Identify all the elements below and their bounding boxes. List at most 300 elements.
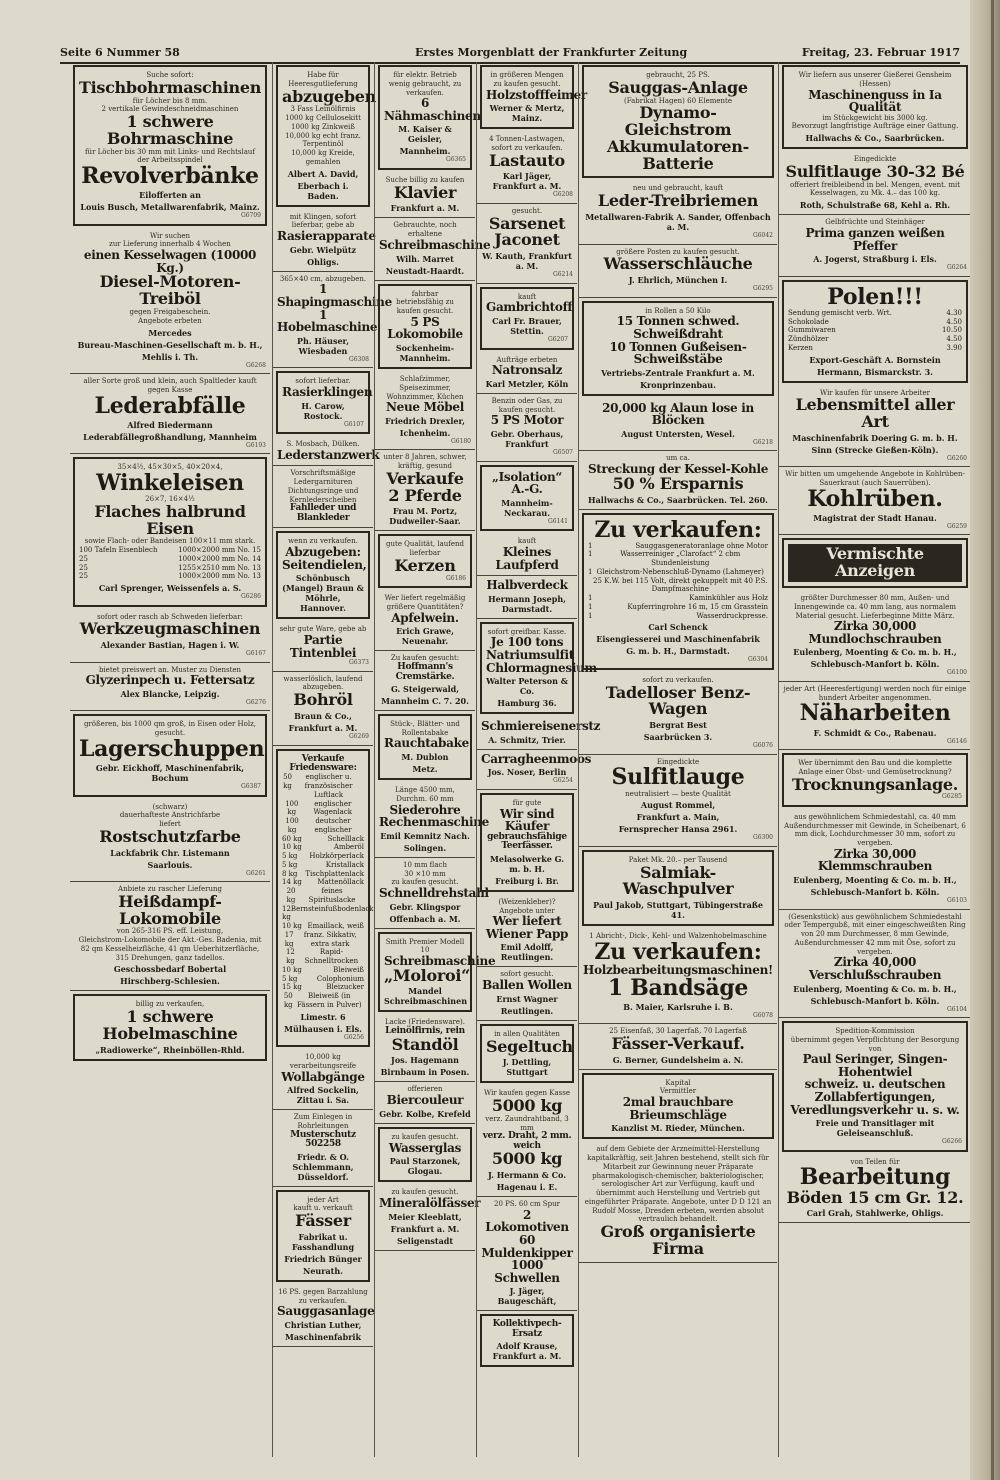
- advertisement: [579, 181, 777, 244]
- row-value: deutscher englischer: [314, 817, 352, 834]
- ad-text: fahrbar: [411, 289, 439, 298]
- advertisement: [779, 810, 971, 910]
- advertiser-name: Eulenberg, Moenting & Co. m. b. H.,: [793, 875, 957, 886]
- advertisement: [276, 1190, 370, 1282]
- row-label: Schokolade: [788, 317, 829, 326]
- advertisement: [273, 672, 373, 746]
- advertiser-name: Sinn (Strecke Gießen-Köln).: [811, 444, 939, 455]
- advertisement: [480, 65, 587, 129]
- advertiser-name: Schlebusch-Manfort b. Köln.: [810, 887, 940, 898]
- row-label: 10 kg: [282, 843, 302, 852]
- ad-text: 10,000 kg Kreide, gemahlen: [291, 149, 355, 166]
- advertisement: [276, 371, 373, 434]
- ad-row: [282, 931, 364, 949]
- ad-headline: Natriumsulfit: [486, 648, 574, 663]
- ad-headline: Verkaufe Friedensware:: [289, 753, 357, 773]
- ad-row: [788, 309, 962, 318]
- ad-headline: 15 Tonnen schwed. Schweißdraht: [616, 314, 740, 341]
- advertiser-name: F. Schmidt & Co., Rabenau.: [813, 727, 937, 738]
- ad-text: Vorschriftsmäßige Ledergarnituren Dichtungsringe und Kernlederscheiben: [287, 469, 359, 504]
- ad-headline: 6 Nähmaschinen: [384, 96, 481, 123]
- row-label: 5 kg: [282, 852, 298, 861]
- advertisement: [782, 753, 968, 807]
- row-label: 5 kg: [282, 860, 298, 869]
- ad-text: 1000 kg Cellulosekitt: [285, 114, 361, 123]
- advertisement: [70, 374, 270, 454]
- advertiser-name: A. Jogerst, Straßburg i. Els.: [813, 254, 937, 265]
- advertiser-name: Paul Starzonek, Glogau.: [389, 1156, 461, 1177]
- ad-headline: 1 Shapingmaschine: [277, 282, 392, 309]
- ad-code: G6078: [752, 1011, 773, 1019]
- ad-text: 3 Fass Leinölfirnis: [290, 105, 356, 114]
- ad-text: Eingedickte: [656, 757, 700, 766]
- advertisement: [477, 204, 577, 284]
- masthead: Erstes Morgenblatt der Frankfurter Zeitung: [415, 46, 688, 59]
- advertisement: [779, 1155, 971, 1224]
- ad-text: (schwarz): [152, 802, 188, 811]
- ad-text: um ca.: [666, 454, 690, 463]
- advertiser-name: Carl Grah, Stahlwerke, Ohligs.: [806, 1208, 944, 1219]
- ad-headline: Tischbohrmaschinen: [79, 77, 262, 97]
- ad-headline: 2 Lokomotiven: [485, 1207, 569, 1235]
- ad-text: für elektr. Betrieb: [393, 71, 457, 79]
- ad-text: zu kaufen gesucht.: [391, 1132, 459, 1141]
- ad-code: G6042: [752, 232, 773, 240]
- ad-text: gesucht.: [511, 206, 543, 215]
- ad-headline: 10 Tonnen Gußeisen-Schweißstäbe: [609, 339, 747, 367]
- ad-headline: 20,000 kg Alaun lose in Blöcken: [602, 400, 754, 428]
- advertiser-name: Braun & Co.,: [294, 711, 352, 721]
- advertiser-name: Solingen.: [403, 842, 447, 853]
- advertiser-name: Eberbach i. Baden.: [297, 180, 349, 201]
- ad-row: [282, 992, 364, 1010]
- advertiser-name: Birnbaum in Posen.: [380, 1067, 470, 1078]
- ad-text: 26×7, 16×4½: [145, 494, 195, 503]
- ad-row: [282, 904, 374, 923]
- advertiser-name: Lackfabrik Chr. Listemann: [110, 847, 230, 858]
- ad-code: G6107: [343, 420, 364, 428]
- row-label: 5 kg: [282, 974, 298, 983]
- advertisement: [477, 576, 577, 619]
- advertisement: [582, 513, 774, 670]
- ad-headline: 5000 kg: [491, 1096, 563, 1116]
- advertisement: [70, 882, 270, 991]
- ad-text: unter 8 Jahren, schwer, kräftig, gesund: [383, 453, 467, 471]
- ad-text: (Fabrikat Hagen) 60 Elemente: [623, 96, 733, 105]
- row-value: 1000×2000 mm No. 15: [178, 546, 261, 555]
- ad-code: G6285: [941, 793, 962, 801]
- ad-text: Suche sofort:: [146, 71, 194, 79]
- ad-headline: Lederabfälle: [94, 392, 246, 419]
- ad-headline: Wasserglas: [388, 1140, 462, 1155]
- ad-headline: Holzstofffeimer: [486, 87, 587, 102]
- advertiser-name: Friedrich Drexler,: [385, 415, 465, 426]
- row-value: Bleizucker: [326, 983, 364, 992]
- ad-text: für gute: [512, 798, 542, 807]
- ad-code: G6218: [752, 438, 773, 446]
- ad-headline: Lederstanzwerk: [277, 447, 380, 462]
- advertiser-name: Gebr. Eickhoff, Maschinenfabrik, Bochum: [95, 763, 245, 784]
- ad-headline: Dynamo-Gleichstrom: [624, 103, 732, 140]
- advertiser-name: H. Carow, Rostock.: [301, 400, 345, 421]
- advertiser-name: Frankfurt a. Main,: [636, 812, 720, 823]
- ad-text: mit Klingen, sofort lieferbar, gebe ab: [289, 212, 357, 230]
- row-value: Colophonium: [316, 974, 364, 983]
- ad-text: sofort zu verkaufen.: [642, 675, 714, 684]
- ad-text: Habe für Heeresgutlieferung: [288, 71, 358, 88]
- ad-text: kapitalkräftig, seit Jahren bestehend, stellt sich für Mitarbeit zur Gewinnung neuer Präparate pharmakologisch-chemischer, bakteriologischer, serologischer Art zur Verfügung, kauft und übernimmt auch Herstellung und Vertrieb gut eingeführter Präparate. Angebote, unter D D 121 an Rudolf Mosse, Dresden erbeten, werden absolut vertraulich behandelt.: [584, 1154, 772, 1224]
- advertiser-name: Frankfurt a. M.: [288, 723, 358, 733]
- advertiser-name: Hermann Joseph, Darmstadt.: [488, 593, 566, 614]
- ad-text: 16 PS. gegen Barzahlung zu verkaufen.: [278, 1287, 368, 1305]
- advertisement: [273, 1285, 373, 1347]
- page-header: [60, 44, 960, 64]
- ad-code: G6261: [245, 869, 266, 877]
- advertisement: [73, 457, 267, 606]
- advertisement: [477, 132, 577, 204]
- ad-code: G6365: [445, 156, 466, 164]
- advertiser-name: Mannheim-Neckarau.: [501, 497, 553, 518]
- advertiser-name: W. Kauth, Frankfurt a. M.: [482, 251, 572, 272]
- ad-row: [588, 594, 768, 603]
- ad-row: [282, 843, 364, 852]
- ad-text: zur Lieferung innerhalb 4 Wochen: [109, 240, 231, 249]
- ad-headline: Wollabgänge: [281, 1069, 365, 1084]
- ad-text: übernimmt gegen Verpflichtung der Besorgung von: [790, 1035, 960, 1053]
- advertisement: [276, 749, 374, 1048]
- ad-headline: „Isolation“ A.-G.: [491, 469, 563, 497]
- ad-row: [588, 568, 768, 594]
- advertiser-name: Alexander Bastian, Hagen i. W.: [100, 640, 240, 651]
- ad-text: billig zu verkaufen,: [135, 1000, 205, 1009]
- ad-headline: Bohröl: [293, 690, 353, 710]
- advertiser-name: Frankfurt a. M.: [390, 1223, 460, 1234]
- ad-headline: 1000 Schwellen: [494, 1258, 560, 1285]
- ad-headline: Neue Möbel: [385, 400, 464, 415]
- ad-text: für Löcher bis 30 mm mit Links- und Rechtslauf der Arbeitsspindel: [84, 147, 256, 165]
- ad-text: betriebsfähig zu kaufen gesucht.: [396, 298, 454, 316]
- row-label: Kerzen: [788, 343, 813, 352]
- ad-headline: Sauggas-Anlage: [608, 77, 748, 97]
- advertiser-name: Alfred Sockelin, Zittau i. Sa.: [287, 1085, 359, 1106]
- ad-headline: 5 PS Lokomobile: [387, 314, 463, 342]
- ad-headline: Maschinenguss in Ia Qualität: [808, 87, 942, 115]
- advertiser-name: Emil Kemnitz Nach.: [380, 830, 470, 841]
- ad-headline: Heißdampf-Lokomobile: [118, 891, 222, 928]
- advertisement: [480, 622, 597, 715]
- row-value: Wasserdruckpresse.: [696, 611, 768, 620]
- ad-text: aller Sorte groß und klein, auch Spaltleder kauft gegen Kasse: [83, 377, 257, 394]
- ad-headline: 5 PS Motor: [490, 413, 564, 428]
- advertisement: [582, 301, 774, 396]
- advertiser-name: Reutlingen.: [500, 1005, 554, 1016]
- ad-headline: Sauggasanlage: [277, 1304, 375, 1319]
- ad-text: von Teilen für: [850, 1157, 900, 1166]
- advertiser-name: Eulenberg, Moenting & Co. m. b. H.,: [793, 983, 957, 994]
- ad-headline: einen Kesselwagen (10000 Kg.): [83, 248, 257, 275]
- advertiser-name: Hagenau i. E.: [496, 1182, 558, 1193]
- ad-text: 20 PS. 60 cm Spur: [494, 1200, 560, 1209]
- ad-code: G6259: [946, 522, 967, 530]
- ad-text: liefert: [159, 820, 181, 829]
- advertiser-name: Friedrich Bünger: [284, 1253, 362, 1264]
- advertiser-name: J. Jäger, Baugeschäft,: [497, 1286, 557, 1307]
- advertiser-name: Limestr. 6: [300, 1011, 346, 1022]
- row-label: 100 kg: [285, 799, 299, 817]
- row-value: Tischplattenlack: [305, 869, 364, 878]
- ad-headline: Revolverbänke: [81, 163, 259, 190]
- advertiser-name: Kanzlist M. Rieder, München.: [611, 1123, 745, 1134]
- ad-headline: Werkzeugmaschinen: [79, 619, 261, 639]
- advertisement: [273, 466, 373, 528]
- ad-text: auf dem Gebiete der Arzneimittel-Herstellung: [596, 1145, 760, 1154]
- ad-text: von 265-316 PS. eff. Leistung,: [116, 927, 224, 936]
- row-label: 1: [588, 567, 593, 576]
- row-label: 1: [588, 594, 593, 603]
- advertisement: [579, 245, 777, 298]
- row-value: Gleichstrom-Nebenschluß-Dynamo (Lahmeyer) 25 K.W. bei 115 Volt, direkt gekuppelt mit 40 P.S. Dampfmaschine: [593, 567, 768, 594]
- ad-headline: Fässer: [295, 1211, 351, 1231]
- ad-headline: „Moloroi“: [384, 965, 471, 985]
- ad-text: Kapital: [665, 1078, 691, 1087]
- ad-code: G6269: [348, 733, 369, 740]
- advertisement: [73, 714, 267, 796]
- ad-headline: Wiener Papp: [485, 926, 569, 941]
- ad-text: wenn zu verkaufen.: [288, 537, 358, 546]
- ad-headline: Partie Tintenblei: [289, 633, 357, 660]
- ad-text: neu und gebraucht, kauft: [632, 184, 724, 193]
- advertiser-name: Mannheim.: [399, 146, 451, 157]
- ad-code: G6180: [450, 437, 471, 445]
- advertisement: [477, 717, 601, 750]
- advertiser-name: Louis Busch, Metallwarenfabrik, Mainz.: [80, 202, 260, 213]
- ad-text: 4 Tonnen-Lastwagen, sofort zu verkaufen.: [489, 135, 565, 152]
- advertisement: [70, 663, 270, 712]
- ad-row: [282, 817, 364, 835]
- ad-text: Benzin oder Gas, zu kaufen gesucht.: [491, 396, 563, 414]
- ad-row: [282, 870, 364, 879]
- ad-text: wenig gebraucht, zu verkaufen.: [388, 79, 462, 97]
- advertiser-name: A. Schmitz, Trier.: [488, 734, 566, 745]
- advertisement: [70, 800, 270, 883]
- ad-headline: Polen!!!: [827, 283, 923, 310]
- advertisement: [782, 538, 968, 588]
- ad-text: Aufträge erbeten: [496, 355, 558, 364]
- ad-headline: Ballen Wollen: [482, 978, 572, 993]
- ad-headline: Halbverdeck: [486, 578, 568, 593]
- advertisement: [782, 280, 968, 383]
- ad-headline: Hoffmann's Cremstärke.: [395, 662, 455, 682]
- ad-code: G6186: [445, 574, 466, 582]
- row-label: Sendung gemischt verb. Wrt.: [788, 308, 892, 317]
- column-2: [272, 62, 392, 1457]
- ad-text: (Weizenkleber)?: [498, 897, 556, 906]
- advertiser-name: „Radiowerke“, Rheinböllen-Rhld.: [95, 1044, 245, 1055]
- ad-code: G6304: [747, 656, 768, 664]
- advertiser-name: J. Dettling, Stuttgart: [502, 1057, 552, 1078]
- advertisement: [375, 591, 475, 651]
- ad-text: 25 Eisenfaß, 30 Lagerfaß, 70 Lagerfaß: [609, 1027, 747, 1036]
- ad-text: Suche billig zu kaufen: [385, 175, 465, 184]
- advertiser-name: Kronprinzenbau.: [640, 379, 716, 390]
- ad-headline: schweiz. u. deutschen Zollabfertigungen, Veredlungsverkehr u. s. w.: [790, 1077, 960, 1117]
- ad-code: G6266: [941, 1138, 962, 1146]
- ad-text: für Löcher bis 8 mm.: [132, 96, 208, 105]
- ad-row: [79, 555, 261, 564]
- ad-row: [282, 975, 364, 984]
- ad-text: Gebrauchte, noch erhaltene: [393, 221, 457, 239]
- advertiser-name: Friedr. & O. Schlemmann, Düsseldorf.: [292, 1151, 354, 1182]
- ad-headline: Zu verkaufen:: [594, 516, 762, 543]
- ad-headline: Kerzen: [394, 555, 456, 575]
- advertisement: [477, 967, 577, 1020]
- ad-headline: Näharbeiten: [799, 700, 951, 727]
- advertiser-name: Saarlouis.: [147, 859, 193, 870]
- advertiser-name: Eisengiesserei und Maschinenfabrik: [596, 634, 760, 645]
- advertiser-name: Metz.: [412, 764, 438, 775]
- advertiser-name: Mercedes: [148, 327, 192, 338]
- advertisement: [70, 229, 270, 374]
- advertiser-name: Freiburg i. Br.: [495, 875, 559, 886]
- row-value: englischer u. französischer Luftlack: [304, 773, 353, 799]
- row-label: 15 kg: [282, 983, 302, 992]
- ad-text: Spedition-Kommission: [835, 1027, 915, 1035]
- ad-code: G6256: [343, 1033, 364, 1041]
- row-label: 50 kg: [283, 992, 293, 1009]
- advertisement: [579, 755, 777, 847]
- ad-code: G6260: [946, 454, 967, 462]
- ad-code: G6208: [552, 191, 573, 199]
- advertiser-name: Fabrikat u. Fasshandlung: [291, 1231, 355, 1252]
- ad-row: [282, 852, 364, 861]
- ad-headline: Schmiereisenerstz: [481, 719, 601, 734]
- advertisement: [477, 1197, 577, 1311]
- ad-headline: Rauchtabake: [384, 736, 469, 751]
- ad-headline: Groß organisierte Firma: [600, 1222, 756, 1258]
- ad-headline: Winkeleisen: [96, 469, 244, 496]
- advertisement: [779, 152, 971, 215]
- ad-text: Angebote erbeten: [138, 316, 202, 325]
- row-label: 100 Tafeln Eisenblech: [79, 546, 158, 555]
- ad-headline: Sulfitlauge 30-32 Bé: [785, 161, 965, 181]
- ad-headline: 2 Pferde: [388, 485, 462, 505]
- ad-text: Wer übernimmt den Bau und die komplette Anlage einer Obst- und Gemüsetrocknung?: [798, 759, 952, 776]
- advertiser-name: Ichenheim.: [399, 427, 451, 438]
- advertiser-name: Frankfurt a. M.: [390, 203, 460, 214]
- ad-code: G6709: [240, 212, 261, 220]
- advertiser-name: Paul Jakob, Stuttgart, Tübingerstraße 41.: [593, 900, 763, 921]
- advertisement: [276, 65, 376, 207]
- ad-text: Eingedickte: [853, 155, 897, 164]
- row-value: feines Spirituslacke: [308, 887, 356, 904]
- ad-code: G6286: [240, 593, 261, 601]
- advertiser-name: Alex Blancke, Leipzig.: [120, 688, 220, 699]
- advertiser-name: Maschinenfabrik: [284, 1331, 361, 1342]
- ad-row: [588, 612, 768, 621]
- row-value: Kaminkühler aus Holz: [689, 594, 768, 603]
- ad-row: [788, 344, 962, 353]
- ad-text: kauft: [517, 292, 537, 301]
- ad-headline: Zirka 40,000 Verschlußschrauben: [808, 955, 942, 982]
- ad-row: [282, 835, 364, 844]
- advertiser-name: Vertriebs-Zentrale Frankfurt a. M.: [601, 367, 755, 378]
- advertisement: [782, 1021, 968, 1152]
- advertiser-name: Schlebusch-Manfort b. Köln.: [810, 995, 940, 1006]
- binding-edge: [991, 0, 994, 1480]
- ad-headline: Lagerschuppen: [79, 735, 265, 762]
- advertiser-name: B. Maier, Karlsruhe i. B.: [623, 1001, 733, 1012]
- row-value: 4.50: [946, 317, 962, 326]
- ad-text: kauft: [517, 537, 537, 546]
- advertiser-name: Albert A. David,: [287, 168, 359, 179]
- ad-text: 1 Abricht-, Dick-, Kehl- und Walzenhobelmaschine: [589, 932, 767, 941]
- ad-code: G6100: [946, 669, 967, 677]
- row-label: Gummiwaren: [788, 326, 836, 335]
- advertiser-name: August Rommel,: [640, 800, 716, 811]
- ad-headline: Leinölfirnis, rein: [385, 1026, 465, 1037]
- advertisement: [480, 1024, 574, 1084]
- advertisement: [378, 1127, 472, 1182]
- ad-text: kauft u. verkauft: [293, 1204, 353, 1213]
- ad-text: offerieren: [407, 1085, 443, 1094]
- ad-headline: Vermischte Anzeigen: [788, 544, 962, 582]
- advertisement: [73, 65, 267, 226]
- advertisement: [779, 682, 971, 750]
- ad-row: [79, 572, 261, 581]
- ad-row: [282, 887, 364, 905]
- column-4: [476, 62, 601, 1457]
- ad-row: [282, 948, 364, 966]
- ad-headline: 50 % Ersparnis: [612, 473, 744, 493]
- column-5: [578, 62, 777, 1457]
- ad-text: jeder Art: [307, 1195, 339, 1204]
- ad-row: [588, 542, 768, 551]
- ad-headline: Holzbearbeitungsmaschinen!: [583, 963, 773, 977]
- advertisement: [375, 173, 475, 219]
- advertisement: [375, 858, 489, 929]
- advertiser-name: Meier Kleeblatt,: [388, 1211, 462, 1222]
- advertiser-name: J. Hermann & Co.: [487, 1170, 567, 1181]
- row-value: Rapid-Schnelltrocken: [304, 948, 359, 966]
- ad-headline: verz. Draht, 2 mm. weich: [482, 1131, 572, 1151]
- ad-text: Länge 4500 mm, Durchm. 60 mm: [395, 786, 455, 803]
- advertisement: [779, 910, 971, 1018]
- advertisement: [582, 850, 774, 926]
- advertisement: [582, 1073, 774, 1140]
- ad-headline: Streckung der Kessel-Kohle: [587, 462, 769, 477]
- advertisement: [378, 65, 481, 170]
- advertiser-name: Mehlis i. Th.: [141, 351, 199, 362]
- advertiser-name: Carl Sprenger, Weissenfels a. S.: [98, 583, 242, 594]
- ad-headline: Klavier: [393, 182, 457, 202]
- advertiser-name: Werner & Mertz, Mainz.: [489, 103, 565, 124]
- advertisement: [276, 531, 370, 619]
- row-value: franz. Sikkativ, extra stark: [303, 930, 357, 948]
- ad-text: Wir liefern aus unserer Gießerei Gensheim (Hessen): [798, 71, 952, 88]
- advertisement: [579, 399, 777, 452]
- ad-headline: Trocknungsanlage.: [791, 774, 959, 794]
- advertisement: [375, 372, 475, 450]
- row-label: 25: [79, 572, 88, 581]
- advertiser-name: Maschinenfabrik Doering G. m. b. H.: [792, 432, 958, 443]
- row-value: englischer Wagenlack: [313, 799, 352, 817]
- row-label: 1: [588, 550, 593, 559]
- ad-headline: Natronsalz: [491, 363, 563, 378]
- ad-headline: Böden 15 cm Gr. 12.: [786, 1187, 964, 1207]
- ad-text: sofort gesucht.: [500, 970, 554, 979]
- advertiser-name: Fernsprecher Hansa 2961.: [618, 824, 738, 835]
- ad-row: [788, 335, 962, 344]
